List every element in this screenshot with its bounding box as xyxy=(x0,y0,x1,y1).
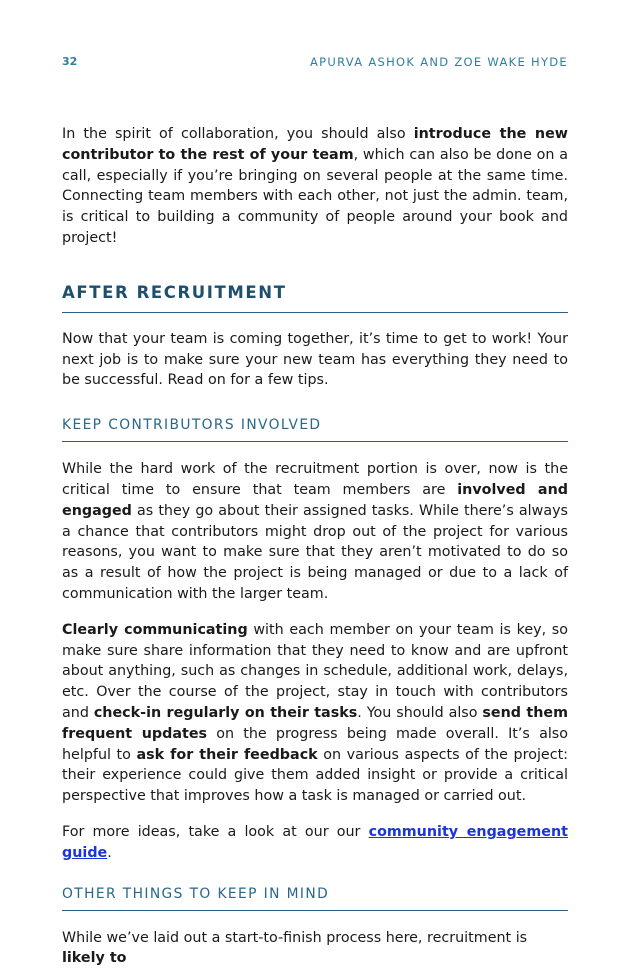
text-run: For more ideas, take a look at our our xyxy=(62,823,369,840)
bold-run: involved and engaged xyxy=(62,481,568,519)
bold-run: send them frequent updates xyxy=(62,704,569,742)
page-number: 32 xyxy=(62,55,78,68)
text-run: In the spirit of collaboration, you should also xyxy=(62,126,414,142)
text-run: , which can also be done on a call, especially if you’re bringing on several people at the same time. Connecting team members with each other, not just the admin. team, is critical to building a community of people around your book and project! xyxy=(62,146,568,246)
page-header xyxy=(62,55,568,71)
text-run: with each member on your team is key, so make sure share information that they need to know and are upfront about anything, such as changes in schedule, additional work, delays, etc. Over the course of the project, stay in touch with contributors and xyxy=(62,621,569,721)
text-run: . xyxy=(107,844,112,861)
bold-run: ask for their feedback xyxy=(136,746,318,763)
text-run: on the progress being made overall. It’s also helpful to xyxy=(62,725,569,763)
subheading-keep-contributors-involved: KEEP CONTRIBUTORS INVOLVED xyxy=(62,417,568,442)
bold-run: Clearly communicating xyxy=(62,621,248,638)
bold-run: likely to xyxy=(62,950,127,967)
paragraph-clear-communication xyxy=(62,620,568,807)
text-run: on various aspects of the project: their experience could give them added insight or provide a critical perspective that improves how a task is managed or carried out. xyxy=(62,746,568,805)
community-engagement-guide-link[interactable]: community engagement guide xyxy=(62,823,568,861)
heading-after-recruitment: AFTER RECRUITMENT xyxy=(62,283,568,313)
page-body xyxy=(62,124,568,969)
text-run: While the hard work of the recruitment portion is over, now is the critical time to ensure that team members are xyxy=(62,461,568,498)
paragraph-start-to-finish xyxy=(62,928,568,969)
paragraph-introduce-contributor xyxy=(62,124,568,249)
bold-run: check-in regularly on their tasks xyxy=(93,704,358,721)
text-run: as they go about their assigned tasks. While there’s always a chance that contributors might drop out of the project for various reasons, you want to make sure that they aren’t motivated to do so as a result of how the project is being managed or due to a lack of communication with the larger team. xyxy=(62,502,568,602)
running-head-authors: APURVA ASHOK AND ZOE WAKE HYDE xyxy=(310,55,568,69)
subheading-other-things-to-keep-in-mind: OTHER THINGS TO KEEP IN MIND xyxy=(62,886,568,911)
text-run: While we’ve laid out a start-to-finish process here, recruitment is xyxy=(62,929,528,946)
bold-run: introduce the new contributor to the rest of your team xyxy=(62,126,568,163)
paragraph-involved-engaged xyxy=(62,459,568,605)
paragraph-team-coming-together: Now that your team is coming together, it’s time to get to work! Your next job is to make sure your new team has everything they need to be successful. Read on for a few tips. xyxy=(62,330,568,389)
text-run: . You should also xyxy=(357,704,483,721)
paragraph-more-ideas xyxy=(62,822,568,864)
